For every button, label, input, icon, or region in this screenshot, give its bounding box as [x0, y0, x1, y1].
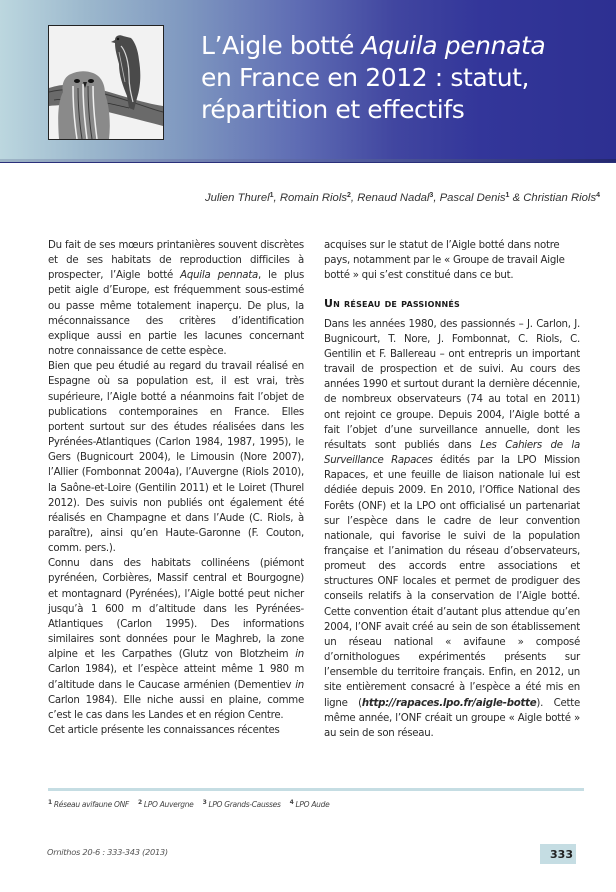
title-line-2: en France en 2012 : statut, [201, 63, 530, 92]
author-affiliations [48, 799, 336, 809]
eagle-illustration [48, 25, 164, 140]
section-heading: Un réseau de passionnés [324, 297, 460, 311]
paragraph: acquises sur le statut de l’Aigle botté dans notre pays, notamment par le « Groupe de travail Aigle botté » qui s’est constitué dans ce but. [324, 240, 565, 282]
header-bottom-edge [0, 159, 616, 162]
author: Romain Riols$^2$, [279, 192, 358, 204]
title-line-1: L’Aigle botté Aquila pennata [201, 31, 546, 60]
footnote: $^3$ LPO Grands-Causses [202, 799, 281, 809]
journal-citation: Ornithos 20-6 : 333-343 (2013) [47, 847, 168, 857]
body-column-right [324, 238, 580, 741]
author: Christian Riols$^4$ [523, 192, 600, 204]
author-list [0, 192, 600, 204]
paragraph: Dans les années 1980, des passionnés – J. Carlon, J. Bugnicourt, T. Nore, J. Fombonnat, C. Riols, C. Gentilin et F. Ballereau – ont entrepris un important travail de prospection et de suivi. Au cours des années 1990 et surtout durant la dernière décennie, de nombreux observateurs (74 au total en 2011) ont rejoint ce groupe. Depuis 2004, l’Aigle botté a fait l’objet d’une surveillance annuelle, dont les résultats sont publiés dans Les Cahiers de la Surveillance Rapaces édités par la LPO Mission Rapaces, et une feuille de liaison nationale lui est dédiée depuis 2009. En 2010, l’Office National des Forêts (ONF) et la LPO ont officialisé un partenariat sur l’espèce dans le cadre de leur convention nationale, qui favorise le suivi de la population française et l’animation du réseau d’observateurs, promeut des accords entre associations et structures ONF locales et permet de prodiguer des conseils relatifs à la conservation de l’Aigle botté. Cette convention était d’autant plus attendue qu’en 2004, l’ONF avait créé au sein de son établissement un réseau national « avifaune » composé d’ornithologues expérimentés présents sur l’ensemble du territoire français. Enfin, en 2012, un site entièrement consacré à l’espèce a été mis en ligne (http://rapaces.lpo.fr/aigle-botte). Cette même année, l’ONF créait un groupe « Aigle botté » au sein de son réseau. [324, 318, 580, 739]
footnote: $^1$ Réseau avifaune ONF [48, 799, 129, 809]
author: Renaud Nadal$^3$, [357, 192, 440, 204]
page-number: 333 [540, 844, 576, 864]
eagle-drawing-icon [49, 26, 163, 139]
paragraph: Connu dans des habitats collinéens (piémont pyrénéen, Corbières, Massif central et Bourgogne) et montagnard (Pyrénées), l’Aigle botté peut nicher jusqu’à 1 600 m d’altitude dans les Pyrénées-Atlantiques (Carlon 1995). Des informations similaires sont données pour le Maghreb, la zone alpine et les Carpathes (Glutz von Blotzheim in Carlon 1984), et l’espèce atteint même 1 980 m d’altitude dans le Caucase arménien (Dementiev in Carlon 1984). Elle niche aussi en plaine, comme c’est le cas dans les Landes et en région Centre. [48, 558, 304, 721]
body-column-left [48, 238, 304, 738]
author: Julien Thurel$^1$, [204, 192, 280, 204]
article-title [201, 30, 601, 126]
paragraph: Du fait de ses mœurs printanières souvent discrètes et de ses habitats de reproduction difficiles à prospecter, l’Aigle botté Aquila pennata, le plus petit aigle d’Europe, est fréquemment sous-estimé ou passe même totalement inaperçu. De plus, la méconnaissance des critères d’identification explique aussi en partie les lacunes concernant notre connaissance de cette espèce. [48, 240, 305, 358]
author: Pascal Denis$^1$ & [439, 192, 524, 204]
title-line-3: répartition et effectifs [201, 95, 465, 124]
paragraph: Cet article présente les connaissances récentes [48, 725, 280, 736]
website-link[interactable]: http://rapaces.lpo.fr/aigle-botte [361, 697, 537, 709]
footnote: $^2$ LPO Auvergne [138, 799, 194, 809]
species-latin-name: Aquila pennata [361, 31, 546, 60]
paragraph: Bien que peu étudié au regard du travail réalisé en Espagne où sa population est, il est vrai, très supérieure, l’Aigle botté a néanmoins fait l’objet de publications contemporaines en France. Elles portent surtout sur des études réalisées dans les Pyrénées-Atlantiques (Carlon 1984, 1987, 1995), le Gers (Bugnicourt 2004), le Limousin (Nore 2007), l’Allier (Fombonnat 2004a), l’Auvergne (Riols 2010), la Saône-et-Loire (Gentilin 2011) et le Loiret (Thurel 2012). Des suivis non publiés ont également été réalisés en Champagne et dans l’Aude (C. Riols, à paraître), ainsi qu’en Haute-Garonne (F. Couton, comm. pers.). [48, 361, 304, 555]
footnote-divider [48, 788, 584, 791]
footnote: $^4$ LPO Aude [289, 799, 330, 809]
